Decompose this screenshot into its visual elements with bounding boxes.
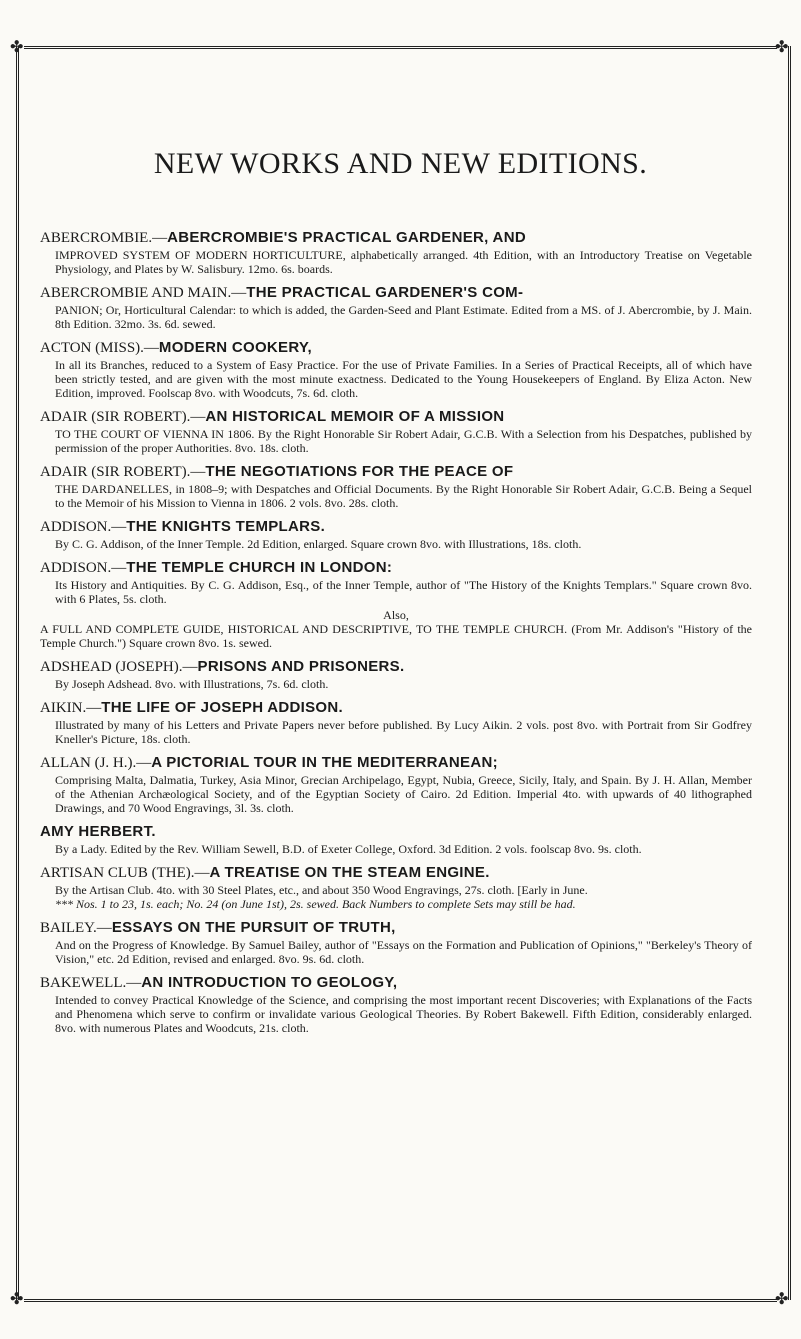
corner-ornament-top-right: ✤ (775, 37, 789, 56)
corner-ornament-bottom-right: ✤ (775, 1289, 789, 1308)
book-entry (40, 657, 752, 691)
entry-author: ABERCROMBIE.— (40, 230, 168, 246)
entry-description: In all its Branches, reduced to a System of Easy Practice. For the use of Private Families. In a Series of Practical Receipts, all of which have been strictly tested, and are given with the most minute exactness. Dedicated to the Young Housekeepers of England. By Eliza Acton. New Edition, improved. Foolscap 8vo. with Woodcuts, 7s. 6d. cloth. (55, 358, 752, 400)
book-list (40, 228, 752, 1042)
top-rule (24, 46, 777, 49)
entry-title: AMY HERBERT. (40, 823, 156, 840)
entry-description: THE DARDANELLES, in 1808–9; with Despatches and Official Documents. By the Right Honorable Sir Robert Adair, G.C.B. Being a Sequel to the Memoir of his Mission to Vienna in 1806. 2 vols. 8vo. 28s. cloth. (55, 482, 752, 510)
bottom-rule (24, 1299, 777, 1302)
entry-title: ABERCROMBIE'S PRACTICAL GARDENER, AND (167, 229, 526, 246)
entry-author: AIKIN.— (40, 700, 102, 716)
book-entry (40, 283, 752, 331)
book-entry (40, 338, 752, 400)
entry-author: ABERCROMBIE AND MAIN.— (40, 285, 247, 301)
entry-heading (40, 462, 752, 482)
entry-description: And on the Progress of Knowledge. By Samuel Bailey, author of "Essays on the Formation and Publication of Opinions," "Berkeley's Theory of Vision," etc. 2d Edition, revised and enlarged. 8vo. 9s. 6d. cloth. (55, 938, 752, 966)
entry-title: THE TEMPLE CHURCH IN LONDON: (126, 559, 393, 576)
entry-heading (40, 753, 752, 773)
page-heading: NEW WORKS AND NEW EDITIONS. (153, 147, 648, 180)
entry-description: By Joseph Adshead. 8vo. with Illustrations, 7s. 6d. cloth. (55, 677, 329, 691)
entry-author: ACTON (MISS).— (40, 340, 159, 356)
entry-author: ADAIR (SIR ROBERT).— (40, 409, 206, 425)
entry-title: A PICTORIAL TOUR IN THE MEDITERRANEAN; (151, 754, 498, 771)
entry-description: Intended to convey Practical Knowledge of the Science, and comprising the most important recent Discoveries; with Explanations of the Facts and Phenomena which serve to confirm or invalidate various Geological Theories. By Robert Bakewell. Fifth Edition, considerably enlarged. 8vo. with numerous Plates and Woodcuts, 21s. cloth. (55, 993, 752, 1035)
entry-heading (40, 822, 752, 842)
entry-title: ESSAYS ON THE PURSUIT OF TRUTH, (111, 919, 396, 936)
entry-heading (40, 973, 752, 993)
entry-author: ADAIR (SIR ROBERT).— (40, 464, 206, 480)
entry-description: Its History and Antiquities. By C. G. Addison, Esq., of the Inner Temple, author of "The History of the Knights Templars." Square crown 8vo. with 6 Plates, 5s. cloth. (55, 578, 752, 606)
book-entry (40, 462, 752, 510)
entry-author: BAILEY.— (40, 920, 112, 936)
entry-heading (40, 657, 752, 677)
entry-description: PANION; Or, Horticultural Calendar: to which is added, the Garden-Seed and Plant Estimate. Edited from a MS. of J. Abercrombie, by J. Main. 8th Edition. 32mo. 3s. 6d. sewed. (55, 303, 752, 331)
entry-title: MODERN COOKERY, (158, 339, 313, 356)
entry-title: A TREATISE ON THE STEAM ENGINE. (209, 864, 490, 881)
book-entry (40, 822, 752, 856)
entry-heading (40, 228, 752, 248)
entry-description: TO THE COURT OF VIENNA IN 1806. By the Right Honorable Sir Robert Adair, G.C.B. With a Selection from his Despatches, published by permission of the proper Authorities. 8vo. 18s. cloth. (55, 427, 752, 455)
book-entry (40, 973, 752, 1035)
entry-also: Also, (383, 608, 409, 622)
entry-note: *** Nos. 1 to 23, 1s. each; No. 24 (on June 1st), 2s. sewed. Back Numbers to complete Sets may still be had. (55, 897, 576, 911)
entry-heading (40, 558, 752, 578)
book-entry (40, 698, 752, 746)
entry-title: PRISONS AND PRISONERS. (197, 658, 405, 675)
book-entry (40, 558, 752, 650)
entry-title: THE LIFE OF JOSEPH ADDISON. (101, 699, 343, 716)
book-entry (40, 753, 752, 815)
entry-heading (40, 918, 752, 938)
entry-description: By the Artisan Club. 4to. with 30 Steel Plates, etc., and about 350 Wood Engravings, 27s. cloth. [Early in June. (55, 883, 588, 897)
entry-title: THE KNIGHTS TEMPLARS. (126, 518, 326, 535)
entry-heading (40, 863, 752, 883)
book-entry (40, 228, 752, 276)
entry-heading (40, 283, 752, 303)
entry-description: Illustrated by many of his Letters and Private Papers never before published. By Lucy Aikin. 2 vols. post 8vo. with Portrait from Sir Godfrey Kneller's Picture, 18s. cloth. (55, 718, 752, 746)
entry-author: ARTISAN CLUB (THE).— (40, 865, 210, 881)
corner-ornament-bottom-left: ✤ (10, 1289, 24, 1308)
entry-author: ALLAN (J. H.).— (40, 755, 152, 771)
book-entry (40, 918, 752, 966)
book-entry (40, 407, 752, 455)
book-entry (40, 517, 752, 551)
entry-title: AN INTRODUCTION TO GEOLOGY, (141, 974, 398, 991)
entry-author: ADDISON.— (40, 560, 127, 576)
entry-description: By C. G. Addison, of the Inner Temple. 2d Edition, enlarged. Square crown 8vo. with Illustrations, 18s. cloth. (55, 537, 582, 551)
entry-also-description: A FULL AND COMPLETE GUIDE, HISTORICAL AND DESCRIPTIVE, TO THE TEMPLE CHURCH. (From Mr. Addison's "History of the Temple Church.") Square crown 8vo. 1s. sewed. (40, 622, 752, 650)
entry-heading (40, 517, 752, 537)
entry-heading (40, 338, 752, 358)
book-entry (40, 863, 752, 911)
corner-ornament-top-left: ✤ (10, 37, 24, 56)
entry-author: ADDISON.— (40, 519, 127, 535)
entry-author: ADSHEAD (JOSEPH).— (40, 659, 198, 675)
entry-description: IMPROVED SYSTEM OF MODERN HORTICULTURE, alphabetically arranged. 4th Edition, with an Introductory Treatise on Vegetable Physiology, and Plates by W. Salisbury. 12mo. 6s. boards. (55, 248, 752, 276)
entry-heading (40, 407, 752, 427)
entry-title: THE PRACTICAL GARDENER'S COM- (246, 284, 524, 301)
entry-heading (40, 698, 752, 718)
entry-title: THE NEGOTIATIONS FOR THE PEACE OF (205, 463, 514, 480)
entry-description: Comprising Malta, Dalmatia, Turkey, Asia Minor, Grecian Archipelago, Egypt, Nubia, Greece, Sicily, Italy, and Spain. By J. H. Allan, Member of the Athenian Archæological Society, and of the Egyptian Society of Cairo. 2d Edition. Imperial 4to. with upwards of 40 lithographed Drawings, and 70 Wood Engravings, 3l. 3s. cloth. (55, 773, 752, 815)
entry-author: BAKEWELL.— (40, 975, 142, 991)
entry-description: By a Lady. Edited by the Rev. William Sewell, B.D. of Exeter College, Oxford. 3d Edition. 2 vols. foolscap 8vo. 9s. cloth. (55, 842, 642, 856)
entry-title: AN HISTORICAL MEMOIR OF A MISSION (205, 408, 505, 425)
